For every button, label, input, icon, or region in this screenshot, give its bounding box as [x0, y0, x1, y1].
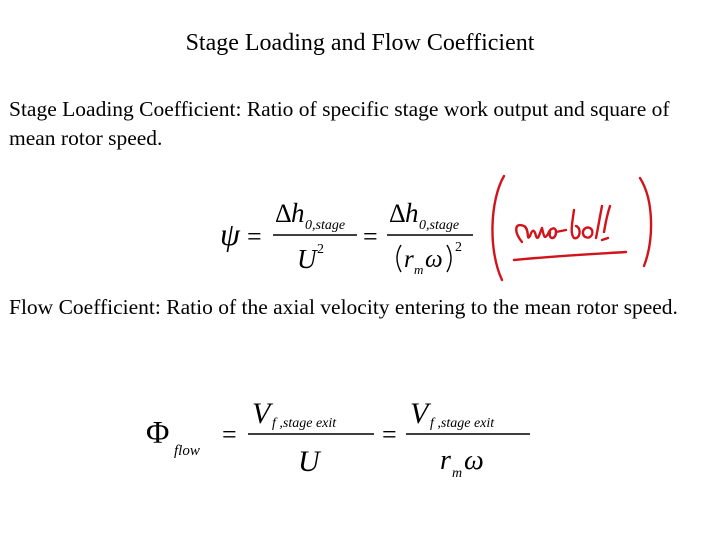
- radius-symbol: r: [404, 246, 414, 273]
- equals-sign: =: [382, 420, 397, 449]
- enthalpy-subscript: 0,stage: [419, 218, 460, 233]
- delta-symbol: Δ: [389, 199, 406, 228]
- radius-subscript: m: [452, 466, 463, 481]
- slide-title: Stage Loading and Flow Coefficient: [185, 30, 535, 56]
- right-paren: [447, 245, 451, 272]
- handwriting-hyphen: [556, 230, 566, 232]
- exponent: 2: [317, 242, 324, 257]
- equals-sign: =: [363, 222, 378, 251]
- handwriting-part1: [516, 225, 556, 242]
- velocity-subscript: f ,stage exit: [430, 416, 495, 431]
- rotor-speed-symbol: U: [297, 244, 317, 274]
- enthalpy-subscript: 0,stage: [305, 218, 346, 233]
- handwriting-part2: [572, 206, 610, 240]
- flow-coefficient-equation: [142, 385, 542, 485]
- radius-subscript: m: [414, 262, 424, 277]
- radius-symbol: r: [440, 445, 451, 476]
- equals-sign: =: [222, 420, 237, 449]
- omega-symbol: ω: [425, 246, 443, 273]
- delta-symbol: Δ: [275, 199, 292, 228]
- underline-stroke: [514, 252, 626, 260]
- right-bracket-stroke: [640, 178, 651, 266]
- velocity-subscript: f ,stage exit: [272, 416, 337, 431]
- stage-loading-definition: Stage Loading Coefficient: Ratio of specific stage work output and square of mean rotor speed.: [9, 97, 670, 150]
- velocity-symbol: V: [410, 397, 429, 430]
- handwritten-annotation: [484, 170, 664, 285]
- enthalpy-symbol: h: [291, 198, 305, 228]
- exponent: 2: [455, 240, 462, 255]
- psi-symbol: ψ: [220, 216, 240, 252]
- velocity-symbol: V: [252, 397, 271, 430]
- stage-loading-equation: [215, 190, 495, 280]
- enthalpy-symbol: h: [405, 198, 419, 228]
- phi-subscript: flow: [174, 443, 200, 459]
- equals-sign: =: [247, 222, 262, 251]
- flow-coefficient-definition: Flow Coefficient: Ratio of the axial velocity entering to the mean rotor speed.: [9, 295, 678, 319]
- left-paren: [397, 245, 401, 272]
- left-bracket-stroke: [492, 176, 504, 280]
- phi-symbol: Φ: [146, 414, 170, 450]
- omega-symbol: ω: [464, 445, 484, 476]
- rotor-speed-symbol: U: [298, 445, 320, 478]
